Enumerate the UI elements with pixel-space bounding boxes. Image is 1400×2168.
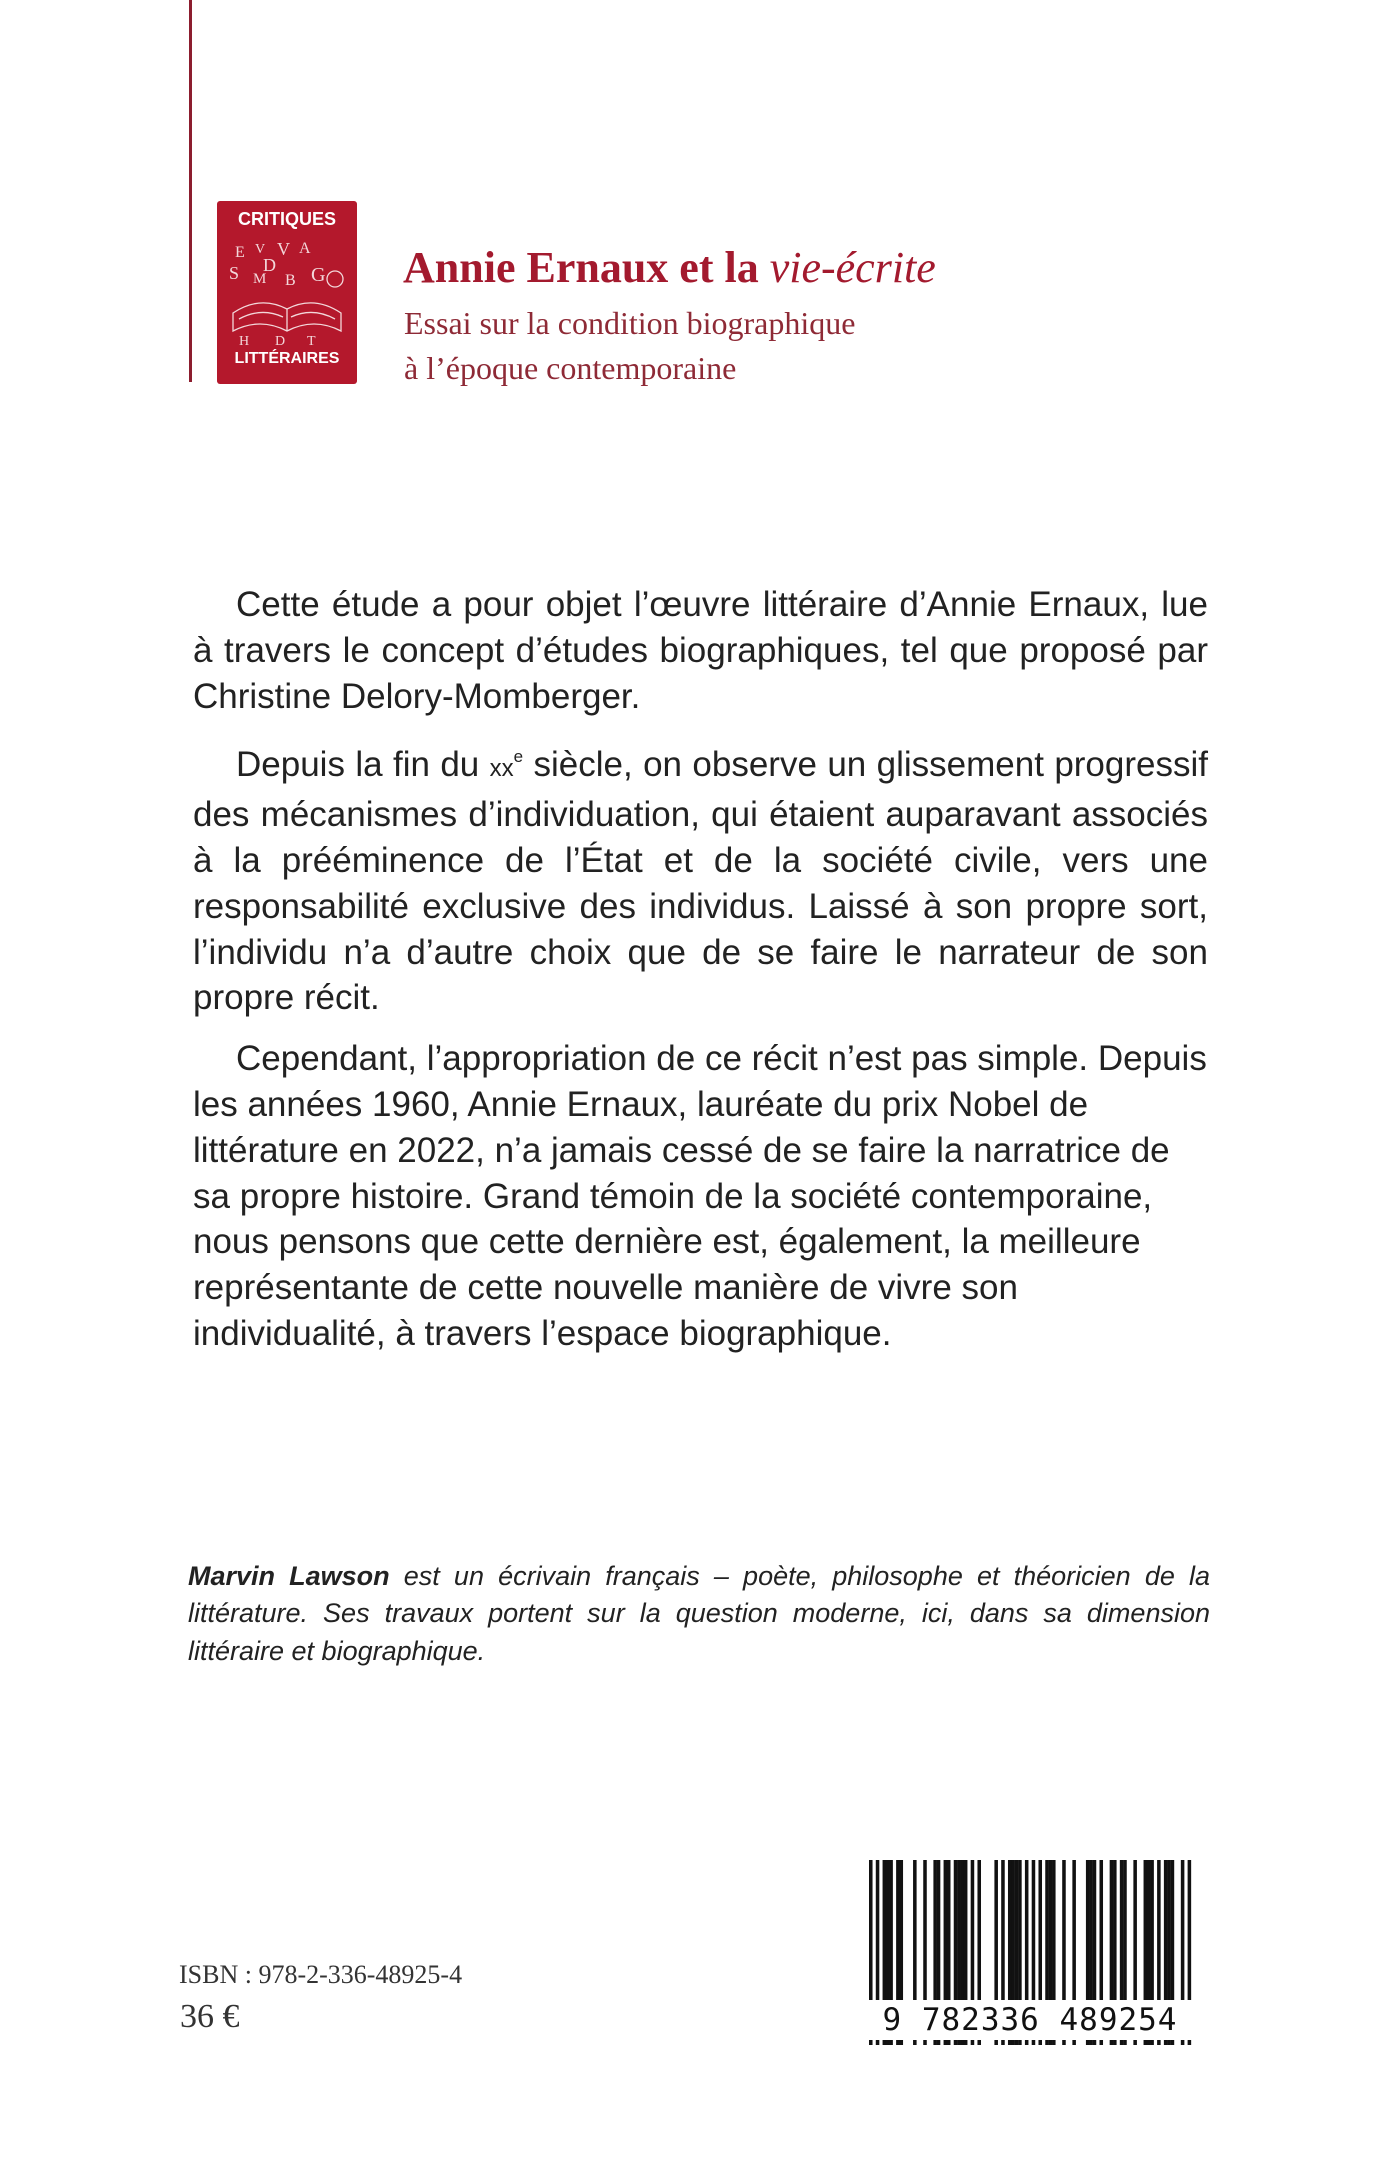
svg-text:M: M	[253, 271, 267, 287]
accent-vertical-line	[189, 0, 192, 382]
logo-top-label: CRITIQUES	[237, 209, 336, 229]
author-bio-text: est un écrivain français – poète, philosophe et théoricien de la littérature. Ses travaux portent sur la question moderne, ici, dans sa dimension littéraire et biographique.	[188, 1561, 1210, 1666]
century-suffix: e	[513, 747, 524, 767]
title-italic: vie-écrite	[769, 243, 936, 292]
svg-text:D: D	[275, 334, 286, 347]
svg-text:T: T	[307, 334, 316, 347]
logo-bottom-label: LITTÉRAIRES	[234, 350, 340, 367]
svg-text:G: G	[311, 264, 326, 286]
svg-text:E: E	[235, 244, 245, 261]
price: 36 €	[180, 1998, 240, 2035]
title-main: Annie Ernaux et la	[403, 243, 770, 292]
svg-text:S: S	[229, 263, 240, 283]
collection-logo	[217, 201, 357, 384]
svg-text:V: V	[277, 239, 290, 259]
svg-text:D: D	[263, 255, 276, 275]
subtitle-line-2: à l’époque contemporaine	[404, 350, 737, 386]
open-book-icon	[225, 235, 349, 347]
author-bio	[188, 1558, 1210, 1670]
blurb-paragraph-1: Cette étude a pour objet l’œuvre littéraire d’Annie Ernaux, lue à travers le concept d’études biographiques, tel que proposé par Christine Delory-Momberger.	[193, 585, 1208, 716]
author-name: Marvin Lawson	[188, 1561, 390, 1591]
blurb-paragraph-2	[193, 734, 1208, 1021]
subtitle-line-1: Essai sur la condition biographique	[404, 305, 856, 341]
barcode-digits: 9 782336 489254	[855, 2000, 1205, 2040]
century-numeral: xx	[489, 755, 514, 783]
svg-text:B: B	[285, 272, 296, 289]
isbn: ISBN : 978-2-336-48925-4	[179, 1960, 463, 1989]
blurb	[193, 582, 1208, 1372]
p2-rest: siècle, on observe un glissement progressif des mécanismes d’individuation, qui étaient auparavant associés à la prééminence de l’État et de la société civile, vers une responsabilité exclusive des individus. Laissé à son propre sort, l’individu n’a d’autre choix que de se faire le narrateur de son propre récit.	[193, 745, 1208, 1018]
book-title	[403, 242, 936, 293]
svg-text:V: V	[255, 242, 266, 257]
blurb-paragraph-3: Cependant, l’appropriation de ce récit n’est pas simple. Depuis les années 1960, Annie Ernaux, lauréate du prix Nobel de littérature en 2022, n’a jamais cessé de se faire la narratrice de sa propre histoire. Grand témoin de la société contemporaine, nous pensons que cette dernière est, également, la meilleure représentante de cette nouvelle manière de vivre son individualité, à travers l’espace biographique.	[193, 1039, 1207, 1353]
svg-text:A: A	[299, 240, 311, 257]
svg-text:H: H	[239, 334, 250, 347]
p2-start: Depuis la fin du	[236, 745, 490, 785]
